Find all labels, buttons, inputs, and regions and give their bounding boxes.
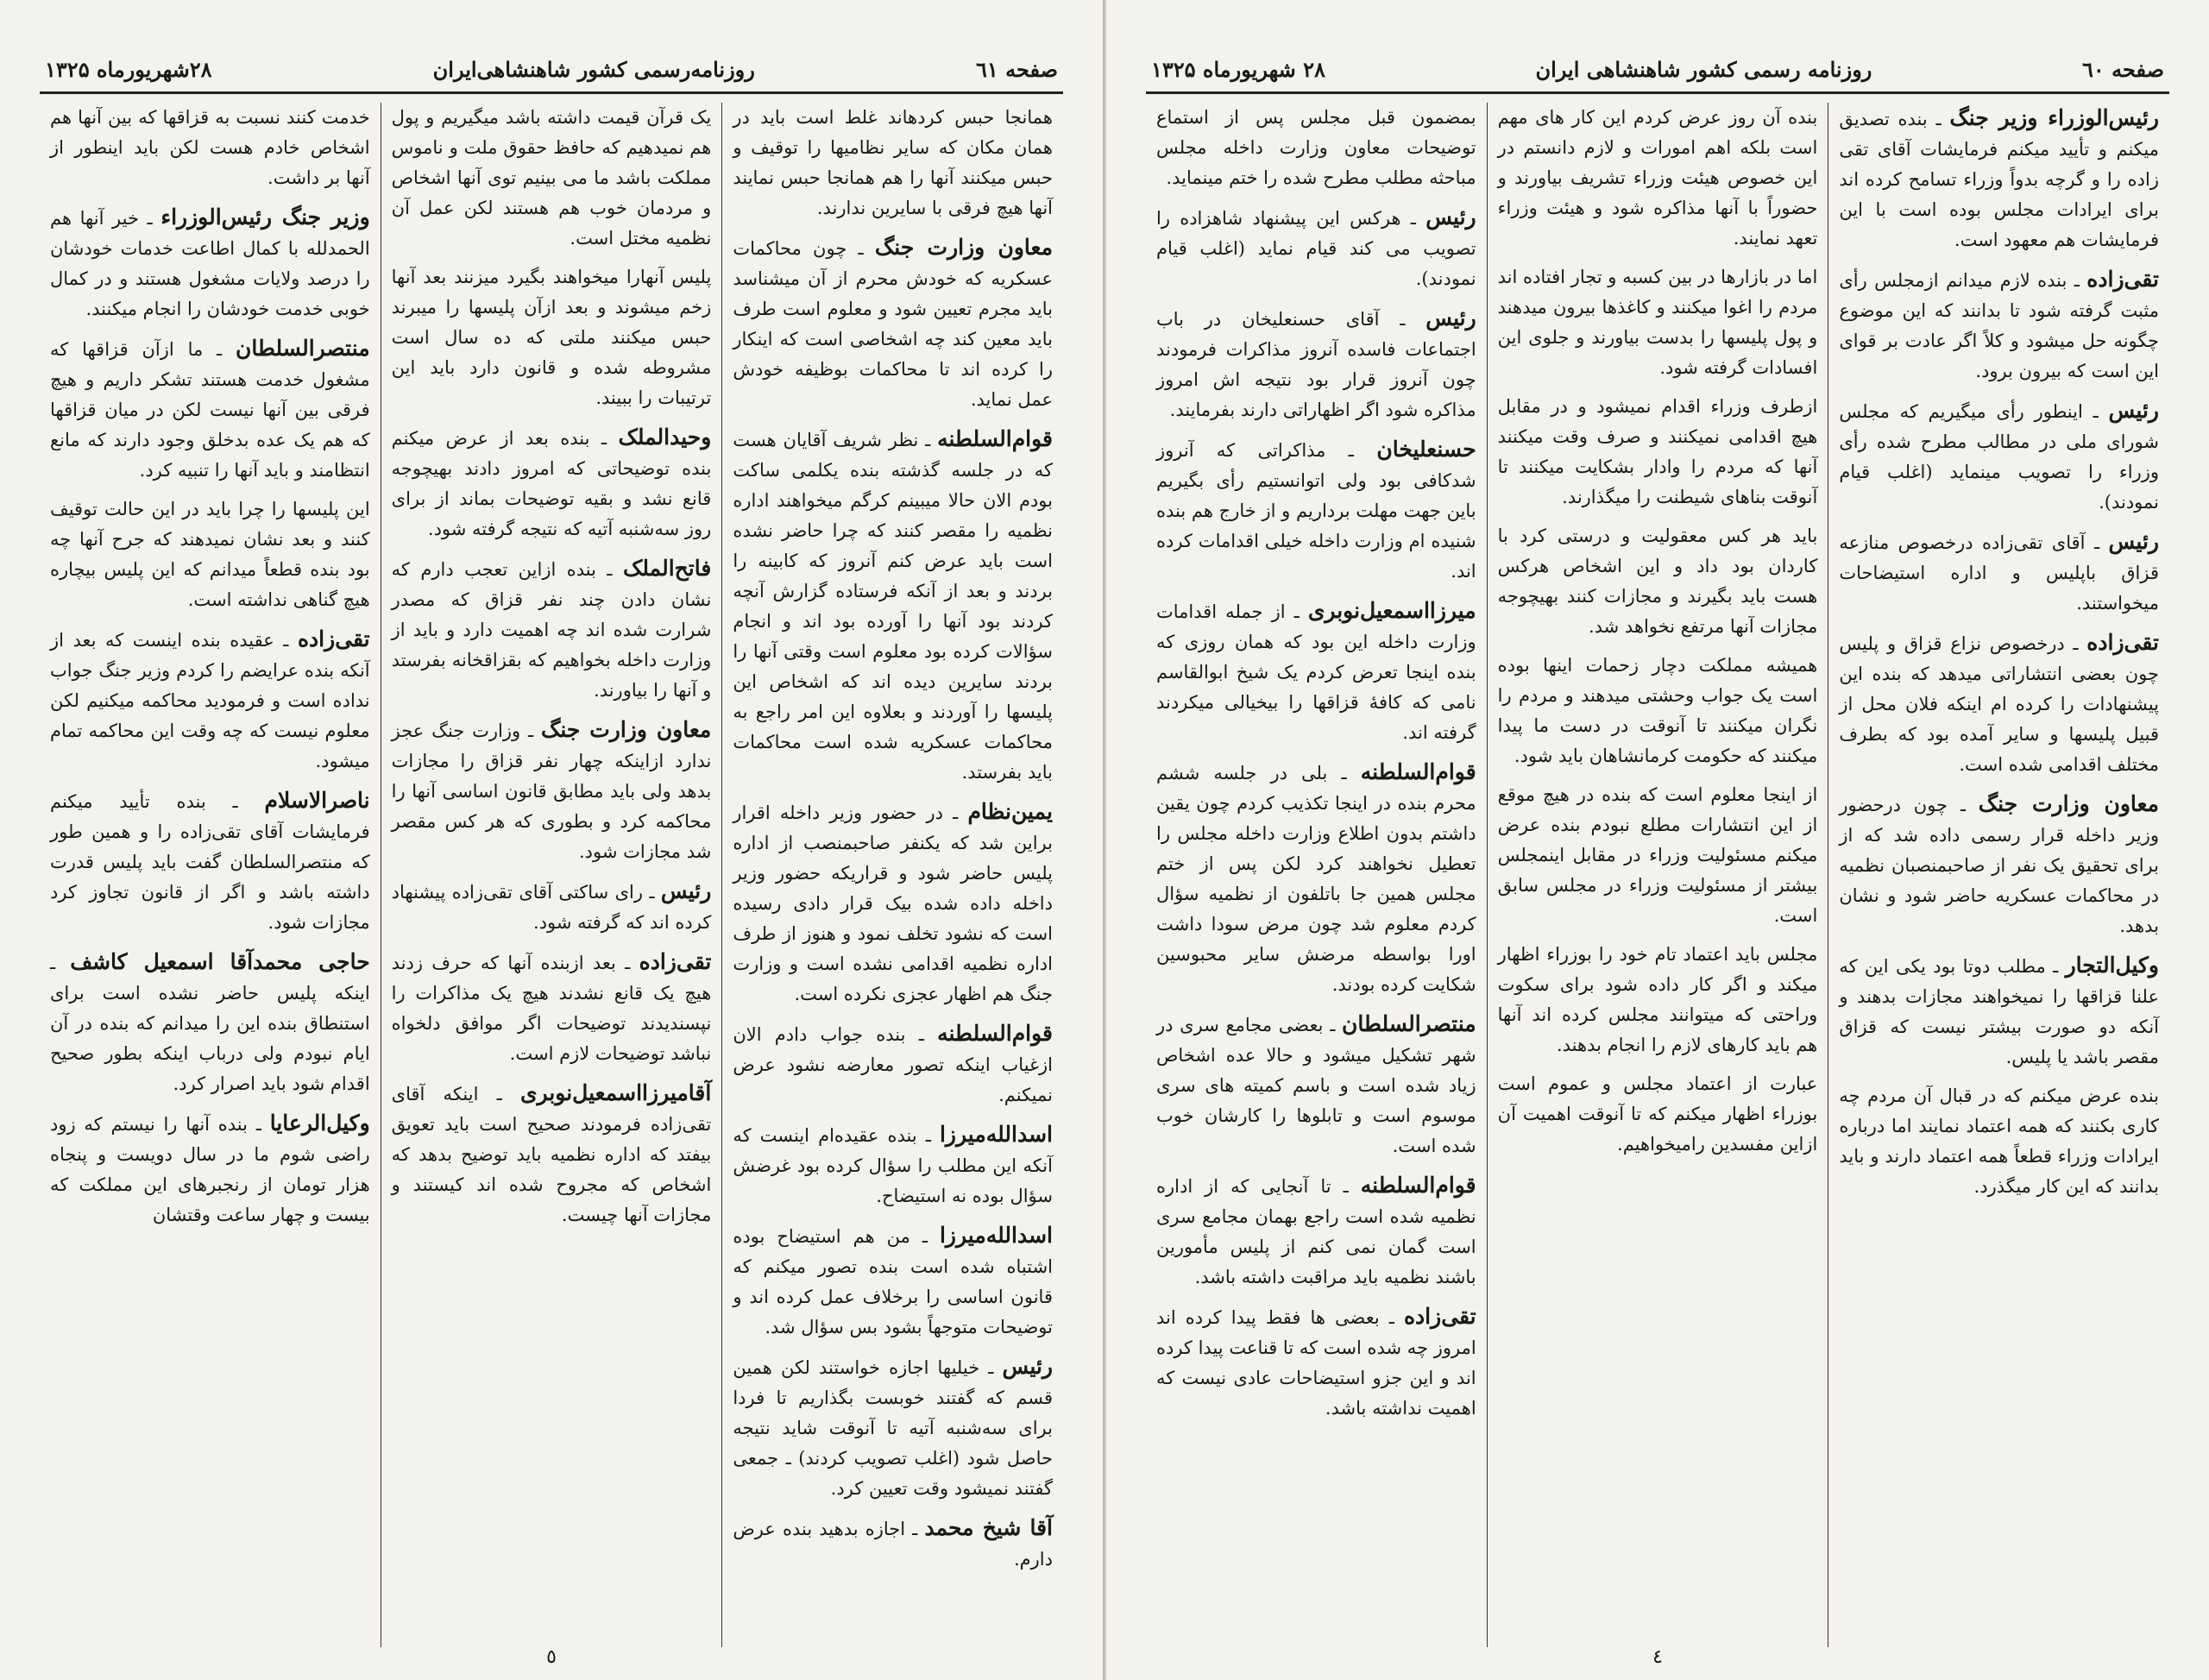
speaker-name: منتصر‌السلطان	[1342, 1011, 1476, 1036]
paragraph	[1156, 1170, 1476, 1293]
right-running-header	[1146, 52, 2169, 94]
paragraph-text: ـ ما ازآن قزاقها که مشغول خدمت هستند تشکر داریم و هیچ فرقی بین آنها نیست لکن در میان قزاقها که هم یک عده بدخلق وجود دارند که مانع انتظامند و باید آنها را تنبیه کرد.	[49, 339, 370, 481]
paragraph-text: ـ بنده تصدیق میکنم و تأیید میکنم فرمایشات آقای تقی زاده را و گرچه بدواً وزراء تسامح کرده اند برای ایرادات مجلس بوده است با این فرمایشات هم معهود است.	[1839, 109, 2159, 250]
left-header-title: روزنامه‌رسمی کشور شاهنشاهی‌ایران	[432, 56, 755, 82]
paragraph-text: ـ بنده جواب دادم الان ازغیاب اینکه تصور معارضه نشود عرض نمیکنم.	[733, 1024, 1053, 1105]
paragraph	[50, 947, 370, 1099]
right-page	[1104, 0, 2209, 1680]
speaker-name: ناصر‌الاسلام	[264, 788, 370, 813]
left-page	[0, 0, 1104, 1680]
paragraph	[1156, 303, 1476, 425]
speaker-name: رئیس	[1425, 204, 1476, 230]
paragraph-text: بنده آن روز عرض کردم این کار های مهم است بلکه اهم امورات و لازم دانستم در این خصوص هیئت وزراء تشریف بیاورند و حضوراً با آنها مذاکره شود و هیئت وزراء تعهد نمایند.	[1497, 107, 1818, 249]
paragraph	[733, 1018, 1053, 1111]
paragraph	[1156, 202, 1476, 294]
paragraph-text: ـ مذاکراتی که آنروز شدکافی بود ولی اتوانستیم رأی بگیریم باین جهت مهلت برداریم و از خارج هم بنده شنیده ام وزارت داخله خیلی اقدامات کرده اند.	[1155, 440, 1476, 582]
paragraph-text: ازطرف وزراء اقدام نمیشود و در مقابل هیچ اقدامی نمیکنند و صرف وقت میکنند آنها که مردم را وادار بشکایت میکنند تا آنوقت بناهای شیطنت را میگذارند.	[1497, 396, 1818, 507]
left-header-date: ۲۸شهریورماه ۱۳۲۵	[45, 56, 212, 82]
paragraph	[1498, 1069, 1818, 1160]
paragraph	[1156, 757, 1476, 1000]
speaker-name: یمین‌نظام	[967, 799, 1053, 824]
paragraph	[1498, 780, 1818, 931]
paragraph	[1156, 434, 1476, 587]
paragraph-text: باید هر کس معقولیت و درستی کرد با کاردان بود داد و این اشخاص هرکس هست باید بگیرند و مجازات کنند بهیچوجه مجازات آنها مرتفع نخواهد شد.	[1497, 525, 1818, 637]
text-column	[1146, 103, 1488, 1647]
paragraph-text: ـ رای ساکتی آقای تقی‌زاده پیشنهاد کرده اند که گرفته شود.	[391, 882, 712, 933]
paragraph	[1839, 627, 2159, 780]
paragraph-text: عبارت از اعتماد مجلس و عموم است بوزراء اظهار میکنم که تا آنوقت اهمیت آن ازاین مفسدین رامیخواهیم.	[1497, 1073, 1818, 1155]
text-column	[381, 103, 723, 1647]
speaker-name: تقی‌زاده	[2086, 630, 2159, 655]
text-column	[1828, 103, 2169, 1647]
speaker-name: وکیل‌الرعایا	[269, 1111, 370, 1136]
paragraph	[1156, 1301, 1476, 1424]
paragraph	[1156, 1009, 1476, 1161]
speaker-name: قوام‌السلطنه	[1360, 759, 1476, 784]
left-folio: ٥	[546, 1646, 557, 1668]
paragraph-text: ـ بنده عقیده‌ام اینست که آنکه این مطلب را سؤال کرده بود غرضش سؤال بوده نه استیضاح.	[733, 1125, 1053, 1206]
paragraph	[50, 103, 370, 193]
paragraph	[50, 333, 370, 486]
paragraph	[1498, 521, 1818, 642]
paragraph-text: ـ آقای تقی‌زاده درخصوص منازعه قزاق باپلیس و اداره استیضاحات میخواستند.	[1839, 532, 2159, 613]
paragraph-text: ـ عقیده بنده اینست که بعد از آنکه بنده عرایضم را کردم وزیر جنگ جواب نداده است و فرمودید محاکمه میکنیم لکن معلوم نیست که چه وقت این محاکمه تمام میشود.	[49, 630, 370, 771]
paragraph	[733, 232, 1053, 415]
speaker-name: آقا شیخ محمد	[924, 1515, 1053, 1540]
paragraph-text: ـ چون محاکمات عسکریه که خودش محرم از آن میشناسد باید مجرم تعیین شود و معلوم است طرف باید معین کند چه اشخاصی است که اینکار را کرده اند تا محاکمات بوظیفه خودش عمل نماید.	[733, 238, 1053, 410]
paragraph	[392, 422, 712, 544]
speaker-name: تقی‌زاده	[2086, 267, 2159, 292]
paragraph-text: ـ اینکه پلیس حاضر نشده است برای استنطاق بنده این را میدانم که بنده در آن ایام نبودم ولی درباب اینکه بطور صحیح اقدام شود باید اصرار کرد.	[49, 953, 370, 1094]
paragraph	[50, 624, 370, 777]
paragraph-text: خدمت کنند نسبت به قزاقها که بین آنها هم اشخاص خادم هست لکن باید اینطور از آنها بر داشت.	[49, 107, 370, 188]
left-columns	[40, 103, 1063, 1647]
paragraph-text: ـ چون درحضور وزیر داخله قرار رسمی داده شد که از برای تحقیق یک نفر از صاحبمنصبان نظمیه در محاکمات عسکریه حاضر شود و نشان بدهد.	[1839, 795, 2159, 936]
paragraph	[733, 796, 1053, 1010]
paragraph-text: اما در بازارها در بین کسبه و تجار افتاده اند مردم را اغوا میکنند و کاغذها بیرون میدهند و پول پلیسها را بدست بیاورند و جلوی این افسادات گرفته شود.	[1497, 267, 1818, 378]
paragraph-text: ـ بنده ازاین تعجب دارم که نشان دادن چند نفر قزاق که مصدر شرارت شده اند چه اهمیت دارد و باید از وزارت داخله بخواهیم که بقزاقخانه بفرستد و آنها را بیاورند.	[391, 559, 712, 701]
paragraph-text: ـ خیلیها اجازه خواستند لکن همین قسم که گفتند خوبست بگذاریم تا فردا برای سه‌شنبه آتیه تا آنوقت شاید نتیجه حاصل شود (اغلب تصویب کردند) ـ جمعی گفتند نمیشود وقت تعیین کرد.	[733, 1357, 1053, 1499]
paragraph	[392, 262, 712, 413]
paragraph-text: ـ بنده لازم میدانم ازمجلس رأی مثبت گرفته شود تا بدانند که این موضوع چگونه حل میشود و کلاً اگر عادت بر قوای این است که بیرون برود.	[1839, 270, 2159, 381]
text-column	[722, 103, 1063, 1647]
speaker-name: رئیس	[1425, 305, 1476, 330]
paragraph	[733, 103, 1053, 223]
paragraph	[50, 785, 370, 938]
paragraph-text: مجلس باید اعتماد تام خود را بوزراء اظهار میکند و اگر کار داده شود برای سکوت وراحتی که میتوانند مجلس کرده اند آنها هم باید کارهای لازم را انجام بدهند.	[1497, 944, 1818, 1055]
speaker-name: اسدالله‌میرزا	[939, 1122, 1053, 1147]
paragraph-text: این پلیسها را چرا باید در این حالت توقیف کنند و بعد نشان نمیدهند که جرح آنها چه بود بنده قطعاً میدانم که این پلیس بیچاره هیچ گناهی نداشته است.	[49, 499, 370, 610]
paragraph-text: یک قرآن قیمت داشته باشد میگیریم و پول هم نمیدهیم که حافظ حقوق ملت و ناموس مملکت باشد ما می بینیم توی آنها اشخاص و مردمان خوب هم هستند لکن عمل آن نظمیه مختل است.	[391, 107, 712, 249]
speaker-name: اسدالله‌میرزا	[939, 1223, 1053, 1248]
paragraph-text: ـ مطلب دوتا بود یکی این که علنا قزاقها را نمیخواهند مجازات بدهند و آنکه دو صورت بیشتر نیست که قزاق مقصر باشد یا پلیس.	[1839, 956, 2159, 1067]
paragraph	[1156, 595, 1476, 748]
paragraph	[1839, 264, 2159, 387]
paragraph	[733, 424, 1053, 788]
right-header-title: روزنامه رسمی کشور شاهنشاهی ایران	[1535, 56, 1872, 82]
speaker-name: وحیدالملک	[618, 425, 712, 450]
speaker-name: قوام‌السلطنه	[937, 426, 1053, 451]
paragraph-text: همیشه مملکت دچار زحمات اینها بوده است یک جواب وحشتی میدهند و مردم را نگران میکنند تا آنوقت در دست ما پیدا میکنند که حکومت کرمانشاهان باید شود.	[1497, 655, 1818, 766]
paragraph-text: ـ وزارت جنگ عجز ندارد ازاینکه چهار نفر قزاق را مجازات بدهد ولی باید مطابق قانون اساسی آنها را محاکمه کرد و بطوری که هر کس مقصر شد مجازات شود.	[391, 720, 712, 862]
speaker-name: معاون وزارت جنگ	[874, 235, 1053, 260]
paragraph-text: بمضمون قبل مجلس پس از استماع توضیحات معاون وزارت داخله مجلس مباحثه مطلب مطرح شده را ختم مینماید.	[1155, 107, 1476, 188]
paragraph-text: ـ آقای حسنعلیخان در باب اجتماعات فاسده آنروز مذاکرات فرمودند چون آنروز قرار بود نتیجه اش امروز مذاکره شود اگر اظهاراتی دارند بفرمایند.	[1155, 309, 1476, 420]
speaker-name: رئیس	[2108, 529, 2159, 554]
speaker-name: رئیس	[1002, 1354, 1053, 1379]
right-columns	[1146, 103, 2169, 1647]
speaker-name: قوام‌السلطنه	[937, 1021, 1053, 1046]
paragraph	[1839, 1081, 2159, 1202]
paragraph-text: ـ اجازه بدهید بنده عرض دارم.	[733, 1519, 1053, 1570]
speaker-name: حسنعلیخان	[1376, 437, 1476, 462]
paragraph	[1839, 789, 2159, 941]
left-running-header	[40, 52, 1063, 94]
speaker-name: تقی‌زاده	[297, 626, 370, 651]
paragraph	[50, 494, 370, 615]
paragraph	[1498, 651, 1818, 771]
paragraph-text: پلیس آنهارا میخواهند بگیرد میزنند بعد آنها زخم میشوند و بعد ازآن پلیسها را میبرند حبس میکنند ملتی که ده سال است مشروطه شده و قانون دارد باید این ترتیبات را ببیند.	[391, 267, 712, 408]
speaker-name: رئیس	[660, 878, 712, 903]
paragraph-text: ـ بعد ازبنده آنها که حرف زدند هیچ یک قانع نشدند هیچ یک مذاکرات را نپسندیدند توضیحات اگر موافق دلخواه نباشد توضیحات لازم است.	[391, 953, 712, 1064]
paragraph	[733, 1513, 1053, 1575]
speaker-name: تقی‌زاده	[639, 949, 712, 974]
paragraph	[733, 1220, 1053, 1343]
right-header-date: ۲۸ شهریورماه ۱۳۲۵	[1151, 56, 1325, 82]
speaker-name: منتصر‌السلطان	[236, 336, 370, 361]
speaker-name: رئیس‌الوزراء وزیر جنگ	[1949, 105, 2160, 130]
paragraph	[1839, 950, 2159, 1073]
speaker-name: آقامیرزااسمعیل‌نوبری	[519, 1080, 712, 1105]
speaker-name: تقی‌زاده	[1403, 1304, 1476, 1329]
paragraph-text: بنده عرض میکنم که در قبال آن مردم چه کاری بکنند که همه اعتماد نمایند اما درباره ایرادات وزراء قطعاً همه اعتماد دارند و باید بدانند که این کار میگذرد.	[1839, 1085, 2159, 1197]
paragraph	[1156, 103, 1476, 193]
paragraph-text: ـ اینکه آقای تقی‌زاده فرمودند صحیح است باید تعویق بیفتد که اداره نظمیه باید توضیح بدهد که اشخاص که مجروح شده اند کیستند و مجازات آنها چیست.	[391, 1084, 712, 1225]
paragraph-text: ـ بنده آنها را نیستم که زود راضی شوم ما در سال دویست و پنجاه هزار تومان از رنجبرهای این مملکت که بیست و چهار ساعت وقتشان	[49, 1114, 370, 1225]
paragraph	[1839, 103, 2159, 255]
speaker-name: معاون وزارت جنگ	[1978, 791, 2159, 816]
paragraph-text: ـ تا آنجایی که از اداره نظمیه شده است راجع بهمان مجامع سری است گمان نمی کنم از پلیس مأمورین باشند نظمیه باید مراقبت داشته باشد.	[1155, 1176, 1476, 1287]
speaker-name: معاون وزارت جنگ	[541, 717, 712, 742]
paragraph-text: ـ هرکس این پیشنهاد شاهزاده را تصویب می کند قیام نماید (اغلب قیام نمودند).	[1155, 208, 1476, 289]
speaker-name: فاتح‌الملک	[622, 556, 712, 581]
speaker-name: حاجی محمدآقا اسمعیل کاشف	[70, 949, 370, 974]
text-column	[40, 103, 381, 1647]
paragraph-text: از اینجا معلوم است که بنده در هیچ موقع از این انتشارات مطلع نبودم بنده عرض میکنم مسئولیت وزراء در مقابل اینمجلس بیشتر از مسئولیت وزراء در مجلس سابق است.	[1497, 784, 1818, 926]
paragraph	[1839, 395, 2159, 518]
paragraph	[1839, 526, 2159, 619]
right-folio: ٤	[1652, 1646, 1663, 1668]
paragraph	[50, 202, 370, 324]
paragraph	[50, 1108, 370, 1230]
paragraph-text: همانجا حبس کردهاند غلط است باید در همان مکان که سایر نظامیها را توقیف و حبس میکنند آنها را هم همانجا حبس نمایند آنها هیچ فرقی با سایرین ندارند.	[733, 107, 1053, 218]
speaker-name: وکیل‌التجار	[2065, 953, 2159, 978]
paragraph-text: ـ درخصوص نزاع قزاق و پلیس چون بعضی انتشاراتی میدهد که بنده این پیشنهادات را کرده ام اینکه فلان محل از قبیل پلیسها و سایر آمده بود که بطرف مختلف اقدامی شده است.	[1839, 633, 2159, 775]
paragraph	[1498, 392, 1818, 513]
speaker-name: رئیس	[2108, 398, 2159, 423]
paragraph-text: ـ بنده بعد از عرض میکنم بنده توضیحاتی که امروز دادند بهیچوجه قانع نشد و بقیه توضیحات بماند از برای روز سه‌شنبه آتیه که نتیجه گرفته شود.	[391, 428, 712, 539]
paragraph-text: ـ بعضی ها فقط پیدا کرده اند امروز چه شده است که تا قناعت پیدا کرده اند و این جزو استیضاحات عادی نیست که اهمیت نداشته باشد.	[1155, 1307, 1476, 1419]
paragraph	[1498, 262, 1818, 383]
paragraph	[733, 1119, 1053, 1211]
paragraph	[392, 947, 712, 1069]
paragraph	[1498, 103, 1818, 254]
speaker-name: وزیر جنگ رئیس‌الوزراء	[160, 204, 370, 230]
right-header-page-number: صفحه ٦٠	[2081, 56, 2164, 82]
paragraph-text: ـ نظر شریف آقایان هست که در جلسه گذشته بنده یکلمی ساکت بودم الان حالا میبینم کرگم میخواهند اداره نظمیه را مقصر کنند که چرا حاضر نشده است باید عرض کنم آنروز که کابینه را بردند و بعد از آنکه فرستاده گزارش آنچه کردند بود آنها را آورده بود اند و انجام سؤالات کرده بود معلوم است وقتی آنها را بردند سایرین دیده اند که اشخاص این پلیسها را آوردند و بعلاوه این امر راجع به محاکمات عسکریه شده است محاکمات باید بفرستد.	[733, 430, 1053, 783]
paragraph-text: ـ بعضی مجامع سری در شهر تشکیل میشود و حالا عده اشخاص زیاد شده است و باسم کمیته های سری موسوم است و تابلوها را کارشان خوب شده است.	[1155, 1015, 1476, 1156]
paragraph	[392, 553, 712, 706]
paragraph-text: ـ من هم استیضاح بوده اشتباه شده است بنده تصور میکنم که قانون اساسی را برخلاف عمل کرده اند و توضیحات متوجهاً بشود بس سؤال شد.	[733, 1226, 1053, 1337]
paragraph-text: ـ بلی در جلسه ششم محرم بنده در اینجا تکذیب کردم چون یقین داشتم بدون اطلاع وزارت داخله مجلس را تعطیل نخواهند کرد لکن پس از ختم مجلس همین جا باتلفون از نظمیه سؤال کردم معلوم شد چون مرض سودا داشت اورا بواسطه مرضش سایر محبوسین شکایت کرده بودند.	[1155, 763, 1476, 995]
speaker-name: میرزااسمعیل‌نوبری	[1307, 598, 1476, 623]
paragraph-text: ـ از جمله اقدامات وزارت داخله این بود که همان روزی که بنده اینجا تعرض کردم یک شیخ ابوالقاسم نامی که کافهٔ قزاقها را بیخیالی میکردند گرفته اند.	[1155, 601, 1476, 743]
paragraph-text: ـ خیر آنها هم الحمدلله با کمال اطاعت خدمات خودشان را درصد ولایات مشغول هستند و در کمال خوبی خدمت خودشان را انجام میکنند.	[49, 208, 370, 319]
paragraph	[392, 1078, 712, 1230]
paragraph-text: ـ در حضور وزیر داخله اقرار براین شد که یکنفر صاحبمنصب از اداره پلیس حاضر شود و قراریکه حضور وزیر داخله داده شده بیک قرار دادی رسیده است که نشود تخلف نمود و هنوز از طرف اداره نظمیه اقدامی نشده است و وزارت جنگ هم اظهار عجزی نکرده است.	[733, 802, 1053, 1004]
text-column	[1488, 103, 1829, 1647]
paragraph	[733, 1351, 1053, 1504]
paragraph	[392, 876, 712, 938]
left-header-page-number: صفحه ٦١	[975, 56, 1058, 82]
paragraph-text: ـ بنده تأیید میکنم فرمایشات آقای تقی‌زاده را و همین طور که منتصر‌السلطان گفت باید پلیس قدرت داشته باشد و اگر از قانون تجاوز کرد مجازات شود.	[49, 791, 370, 933]
speaker-name: قوام‌السلطنه	[1360, 1173, 1476, 1198]
paragraph	[392, 103, 712, 254]
paragraph	[1498, 940, 1818, 1060]
paragraph	[392, 714, 712, 867]
paragraph-text: ـ اینطور رأی میگیریم که مجلس شورای ملی در مطالب مطرح شده رأی وزراء را تصویب مینماید (اغلب قیام نمودند).	[1839, 401, 2159, 513]
